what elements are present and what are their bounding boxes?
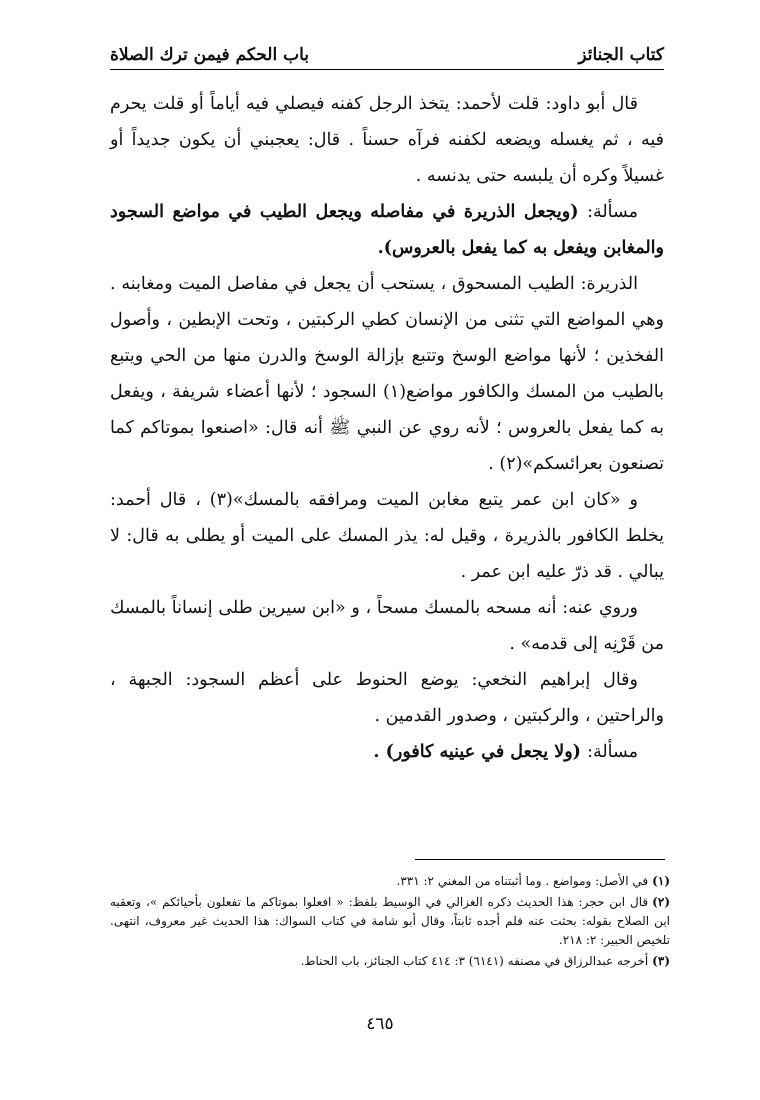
footnotes [110, 872, 670, 973]
masala-heading [110, 194, 664, 266]
paragraph: وروي عنه: أنه مسحه بالمسك مسحاً ، و «ابن سيرين طلى إنساناً بالمسك من قَرْنِه إلى قدمه» . [110, 598, 664, 654]
running-header [110, 36, 664, 70]
header-chapter-title: باب الحكم فيمن ترك الصلاة [110, 45, 310, 65]
footnote-number: (٣) [652, 954, 670, 968]
footnote-text: في الأصل: ومواضع . وما أثبتناه من المغني ٢: ٣٣١. [396, 874, 649, 888]
page-number: ٤٦٥ [366, 1014, 394, 1034]
paragraph: الذريرة: الطيب المسحوق ، يستحب أن يجعل في مفاصل الميت ومغابنه . وهي المواضع التي تثنى من الإنسان كطي الركبتين ، وتحت الإبطين ، وأصول الفخذين ؛ لأنها مواضع الوسخ وتتبع بإزالة الوسخ والدرن منها من الحي ويتبع بالطيب من المسك والكافور مواضع(١) السجود ؛ لأنها أعضاء شريفة ، ويفعل به كما يفعل بالعروس ؛ لأنه روي عن النبي ﷺ أنه قال: «اصنعوا بموتاكم كما تصنعون بعرائسكم»(٢) . [110, 274, 665, 474]
masala-text: (ولا يجعل في عينيه كافور) . [373, 742, 581, 762]
paragraph: و «كان ابن عمر يتبع مغابن الميت ومرافقه بالمسك»(٣) ، قال أحمد: يخلط الكافور بالذريرة ، وقيل له: يذر المسك على الميت أو يطلى به قال: لا يبالي . قد ذرّ عليه ابن عمر . [110, 490, 664, 582]
footnote-number: (٢) [652, 895, 670, 909]
footnote-text: قال ابن حجر: هذا الحديث ذكره الغزالي في الوسيط بلفظ: « افعلوا بموتاكم ما تفعلون بأحيائكم »، وتعقبه ابن الصلاح بقوله: بحثت عنه فلم أجده ثابتاً، وقال أبو شامة في كتاب السواك: هذا الحديث غير معروف، انتهى. تلخيص الحبير: ٢: ٢١٨. [110, 895, 670, 947]
footnote-number: (١) [652, 874, 670, 888]
paragraph: قال أبو داود: قلت لأحمد: يتخذ الرجل كفنه فيصلي فيه أياماً أو قلت يحرم فيه ، ثم يغسله ويضعه لكفنه فرآه حسناً . قال: يعجبني أن يكون جديداً أو غسيلاً وكره أن يلبسه حتى يدنسه . [110, 94, 664, 186]
footnote-text: أخرجه عبدالرزاق في مصنفه (٦١٤١) ٣: ٤١٤ كتاب الجنائز، باب الحناط. [300, 954, 649, 968]
masala-label: مسألة: [587, 202, 638, 222]
footnote [110, 872, 670, 891]
footnote-divider [415, 859, 665, 860]
footnote [110, 952, 670, 971]
header-book-title: كتاب الجنائز [578, 45, 664, 65]
masala-text: (ويجعل الذريرة في مفاصله ويجعل الطيب في مواضع السجود والمغابن ويفعل به كما يفعل بالعروس). [110, 202, 664, 258]
footnote [110, 893, 670, 950]
masala-heading [110, 734, 664, 770]
paragraph: وقال إبراهيم النخعي: يوضع الحنوط على أعظم السجود: الجبهة ، والراحتين ، والركبتين ، وصدور القدمين . [110, 670, 664, 726]
main-text [110, 86, 664, 770]
masala-label: مسألة: [587, 742, 638, 762]
